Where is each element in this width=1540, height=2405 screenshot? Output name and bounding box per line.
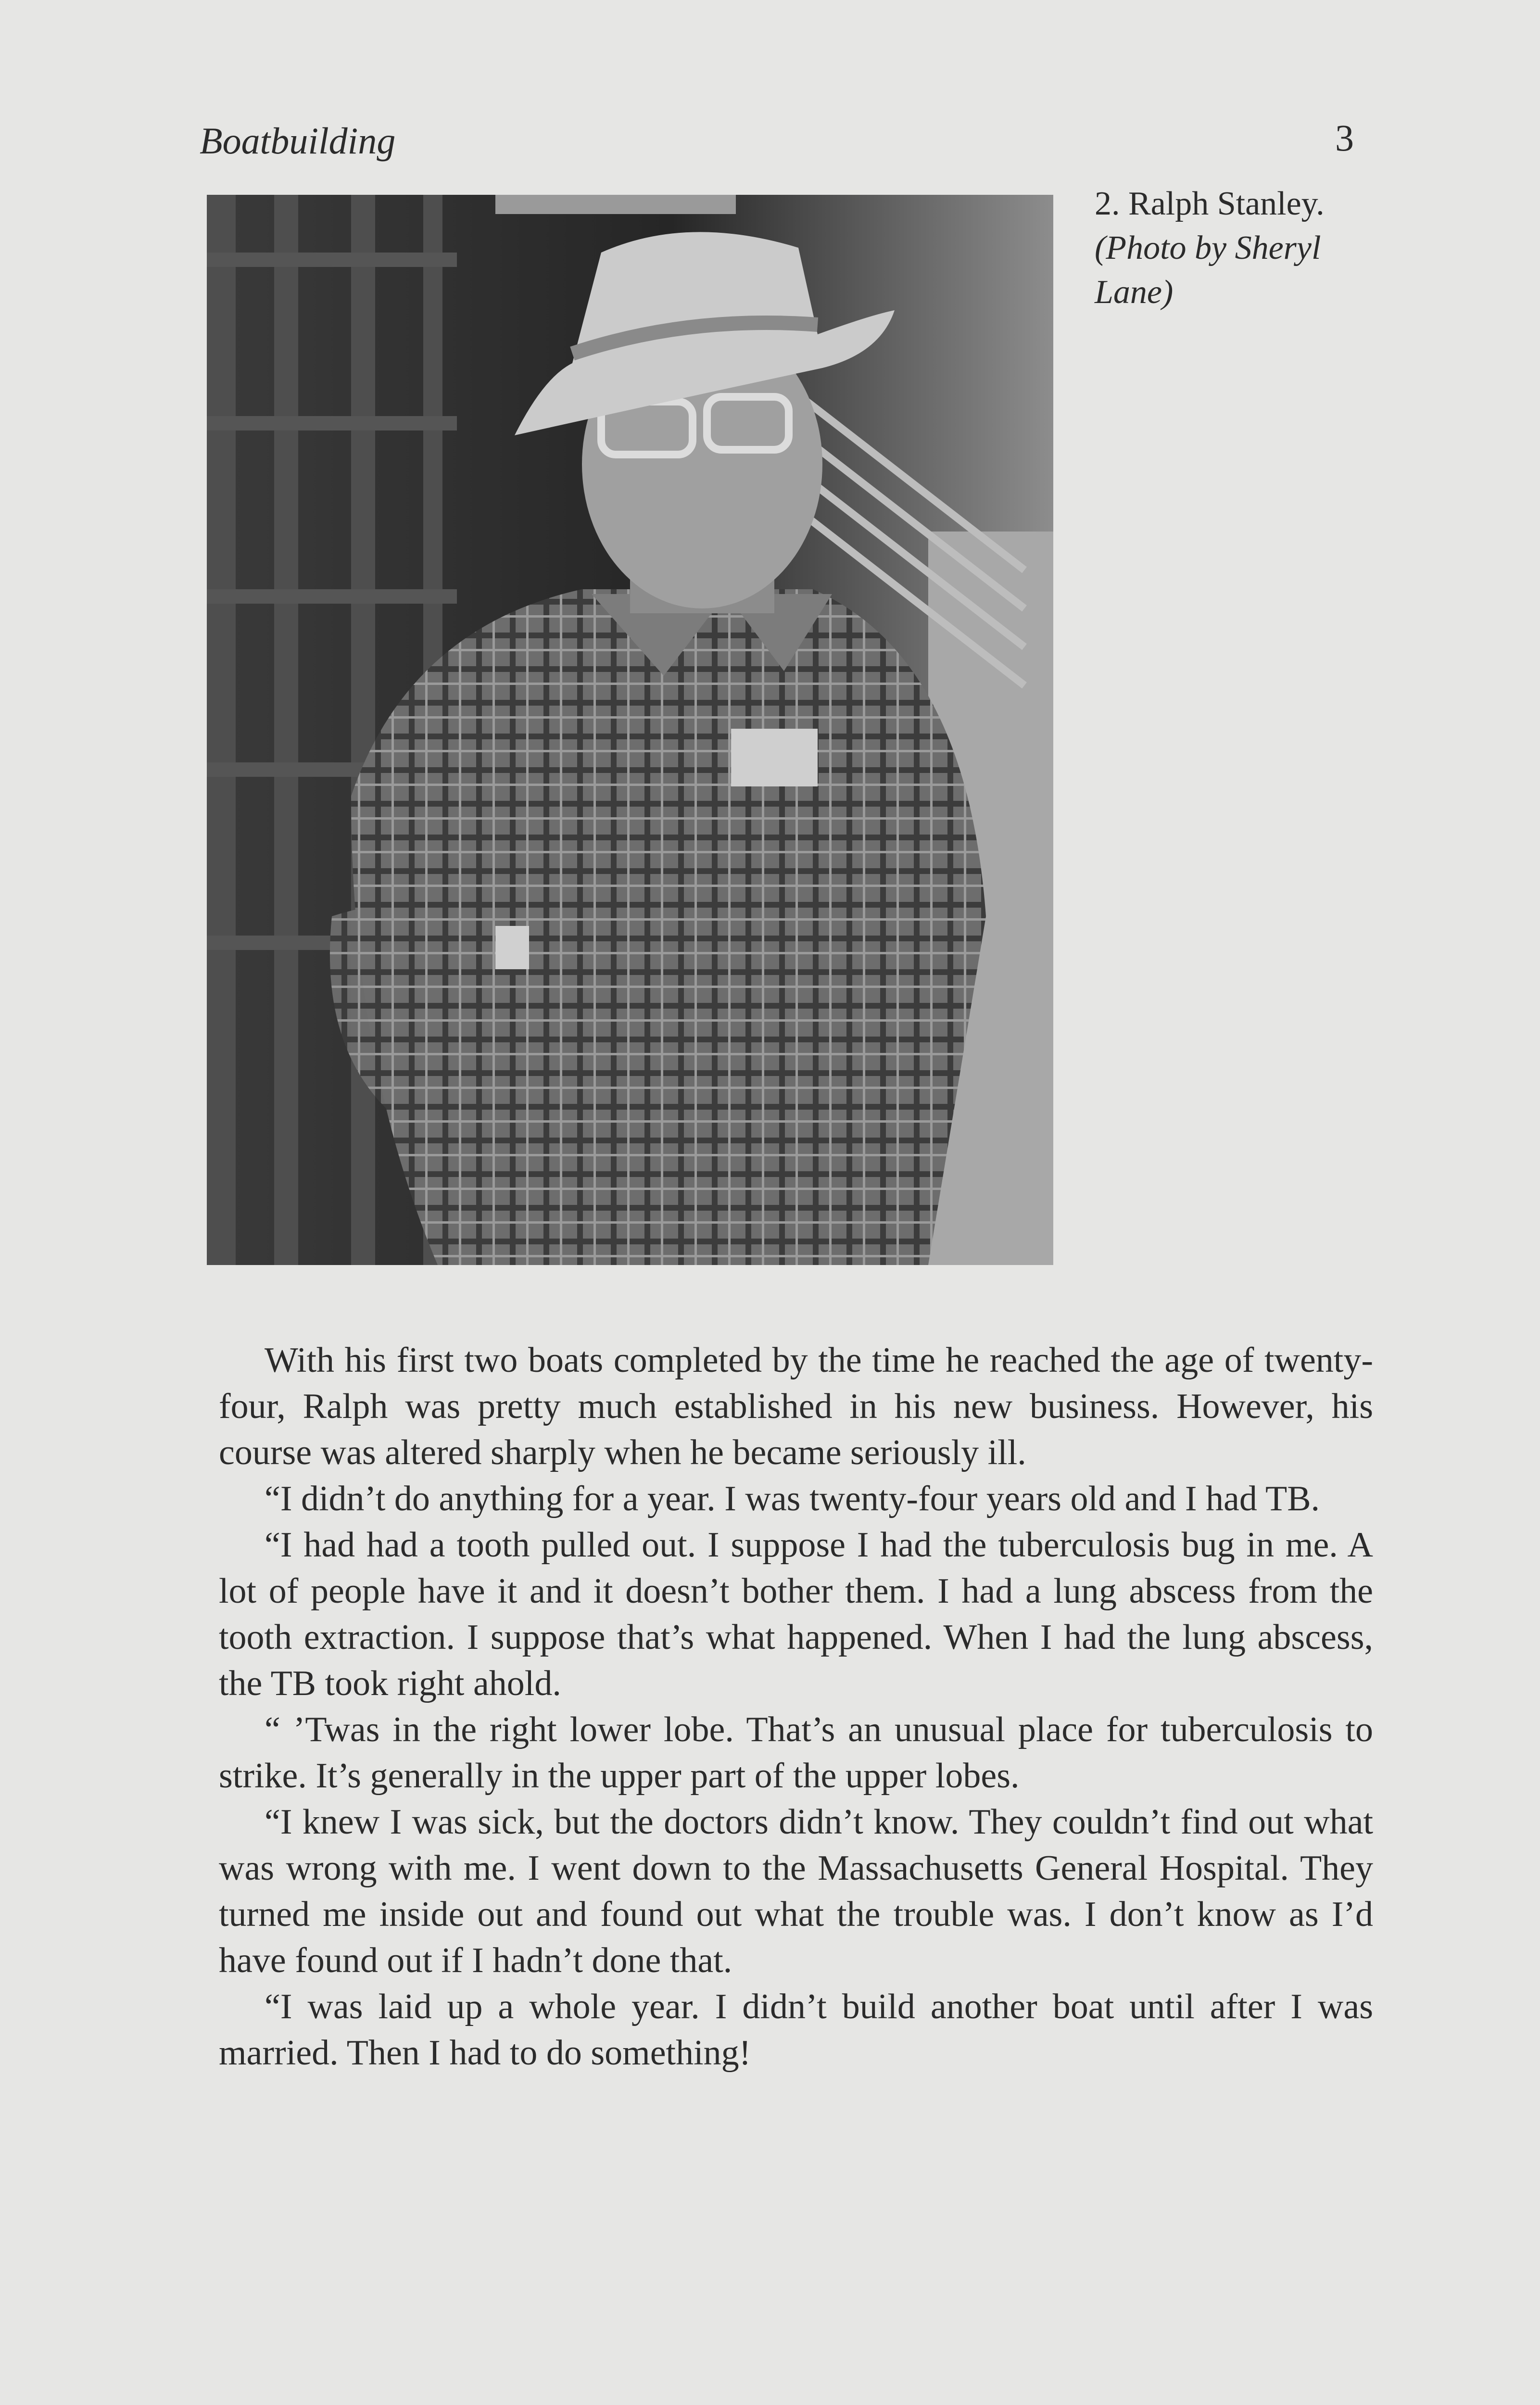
portrait-photo [207, 195, 1053, 1265]
paragraph: “I was laid up a whole year. I didn’t build another boat until after I was married. Then I had to do something! [219, 1987, 1373, 2073]
paragraph: “ ’Twas in the right lower lobe. That’s an unusual place for tuberculosis to strike. It’s generally in the upper part of the upper lobes. [219, 1710, 1373, 1796]
body-text [219, 1337, 1373, 2076]
paragraph: “I had had a tooth pulled out. I suppose I had the tuberculosis bug in me. A lot of people have it and it doesn’t bother them. I had a lung abscess from the tooth extraction. I suppose that’s what happened. When I had the lung abscess, the TB took right ahold. [219, 1525, 1373, 1703]
paragraph: “I didn’t do anything for a year. I was twenty-four years old and I had TB. [265, 1479, 1320, 1519]
portrait-photo-illustration [207, 195, 1053, 1265]
caption-label: 2. Ralph Stanley. [1095, 185, 1325, 222]
caption-credit: (Photo by Sheryl Lane) [1095, 229, 1321, 311]
paragraph: With his first two boats completed by the time he reached the age of twenty-four, Ralph was pretty much established in his new business. However, his course was altered sharply when he became seriously ill. [219, 1341, 1373, 1472]
page-number: 3 [1335, 117, 1354, 159]
paragraph: “I knew I was sick, but the doctors didn’t know. They couldn’t find out what was wrong with me. I went down to the Massachusetts General Hospital. They turned me inside out and found out what the trouble was. I don’t know as I’d have found out if I hadn’t done that. [219, 1802, 1373, 1980]
figure-caption [1095, 182, 1402, 315]
running-head-title: Boatbuilding [200, 120, 396, 162]
